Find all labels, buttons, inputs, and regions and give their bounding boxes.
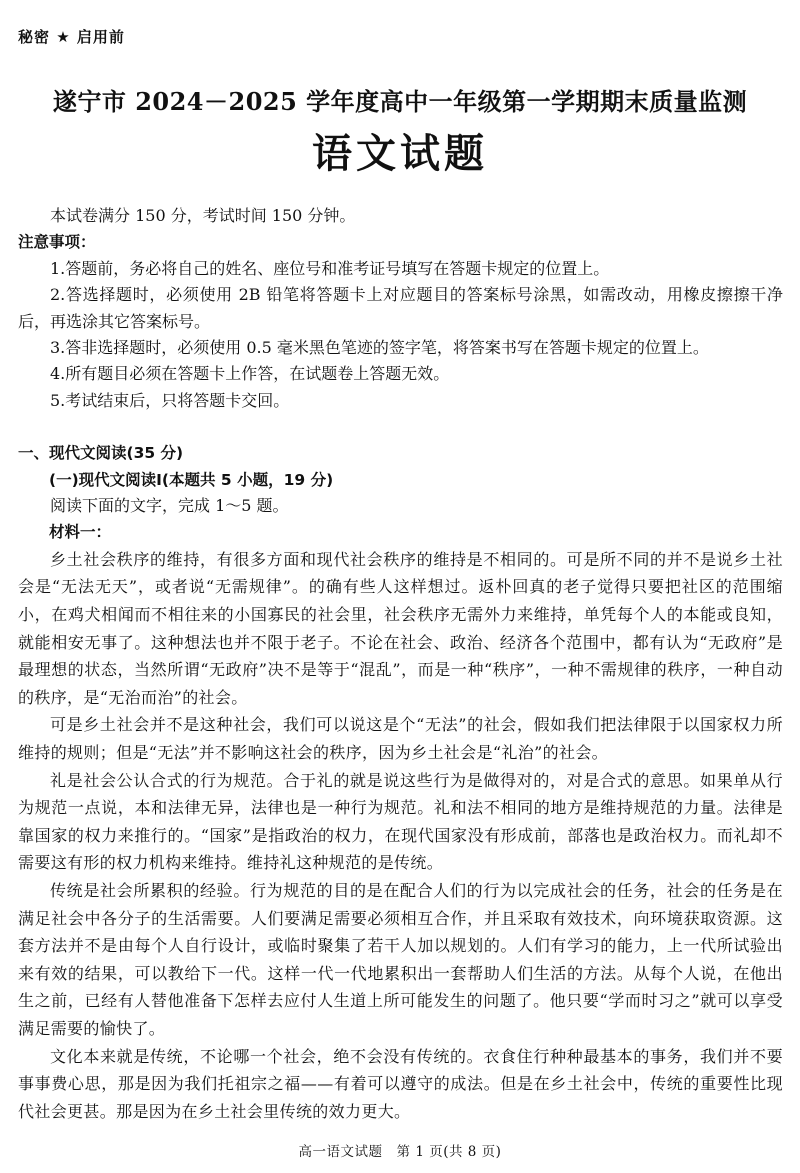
section-spacer [18,414,783,440]
document-body [18,203,783,1125]
page-footer: 高一语文试题 第 1 页(共 8 页) [298,1144,502,1160]
passage-paragraph: 可是乡土社会并不是这种社会，我们可以说这是个“无法”的社会，假如我们把法律限于以国家权力所维持的规则；但是“无法”并不影响这社会的秩序，因为乡土社会是“礼治”的社会。 [18,715,783,763]
subsection-title: (一)现代文阅读Ⅰ(本题共 5 小题，19 分) [49,470,334,489]
confidentiality-mark: 秘密 ★ 启用前 [18,28,125,46]
notice-item: 1.答题前，务必将自己的姓名、座位号和准考证号填写在答题卡规定的位置上。 [50,258,610,278]
notice-item: 5.考试结束后，只将答题卡交回。 [50,390,290,410]
exam-intro: 本试卷满分 150 分，考试时间 150 分钟。 [50,206,356,225]
material-label: 材料一： [49,523,112,542]
reading-instruction: 阅读下面的文字，完成 1～5 题。 [50,496,289,516]
section-title: 一、现代文阅读(35 分) [18,444,184,463]
passage-paragraph: 礼是社会公认合式的行为规范。合于礼的就是说这些行为是做得对的，对是合式的意思。如果单从行为规范一点说，本和法律无异，法律也是一种行为规范。礼和法不相同的地方是维持规范的力量。法律是靠国家的权力来推行的。“国家”是指政治的权力，在现代国家没有形成前，部落也是政治权力。而礼却不需要这有形的权力机构来维持。维持礼这种规范的是传统。 [18,770,783,873]
notice-title: 注意事项： [18,233,96,252]
notice-item: 2.答选择题时，必须使用 2B 铅笔将答题卡上对应题目的答案标号涂黑，如需改动，用橡皮擦擦干净后，再选涂其它答案标号。 [18,285,783,331]
notice-item: 4.所有题目必须在答题卡上作答，在试题卷上答题无效。 [50,364,450,384]
passage-paragraph: 乡土社会秩序的维持，有很多方面和现代社会秩序的维持是不相同的。可是所不同的并不是说乡土社会是“无法无天”，或者说“无需规律”。的确有些人这样想过。返朴回真的老子觉得只要把社区的范围缩小，在鸡犬相闻而不相往来的小国寡民的社会里，社会秩序无需外力来维持，单凭每个人的本能或良知，就能相安无事了。这种想法也并不限于老子。不论在社会、政治、经济各个范围中，都有认为“无政府”是最理想的状态，当然所谓“无政府”决不是等于“混乱”，而是一种“秩序”，一种不需规律的秩序，一种自动的秩序，是“无治而治”的社会。 [18,549,783,707]
passage-paragraph: 文化本来就是传统，不论哪一个社会，绝不会没有传统的。衣食住行种种最基本的事务，我们并不要事事费心思，那是因为我们托祖宗之福——有着可以遵守的成法。但是在乡土社会中，传统的重要性比现代社会更甚。那是因为在乡土社会里传统的效力更大。 [18,1046,783,1121]
subject-title: 语文试题 [312,131,488,177]
notice-item: 3.答非选择题时，必须使用 0.5 毫米黑色笔迹的签字笔，将答案书写在答题卡规定的位置上。 [50,338,709,358]
passage-paragraph: 传统是社会所累积的经验。行为规范的目的是在配合人们的行为以完成社会的任务，社会的任务是在满足社会中各分子的生活需要。人们要满足需要必须相互合作，并且采取有效技术，向环境获取资源。这套方法并不是由每个人自行设计，或临时聚集了若干人加以规划的。人们有学习的能力，上一代所试验出来有效的结果，可以教给下一代。这样一代一代地累积出一套帮助人们生活的方法。从每个人说，在他出生之前，已经有人替他准备下怎样去应付人生道上所可能发生的问题了。他只要“学而时习之”就可以享受满足需要的愉快了。 [18,881,783,1038]
exam-title: 遂宁市 2024－2025 学年度高中一年级第一学期期末质量监测 [52,87,748,116]
